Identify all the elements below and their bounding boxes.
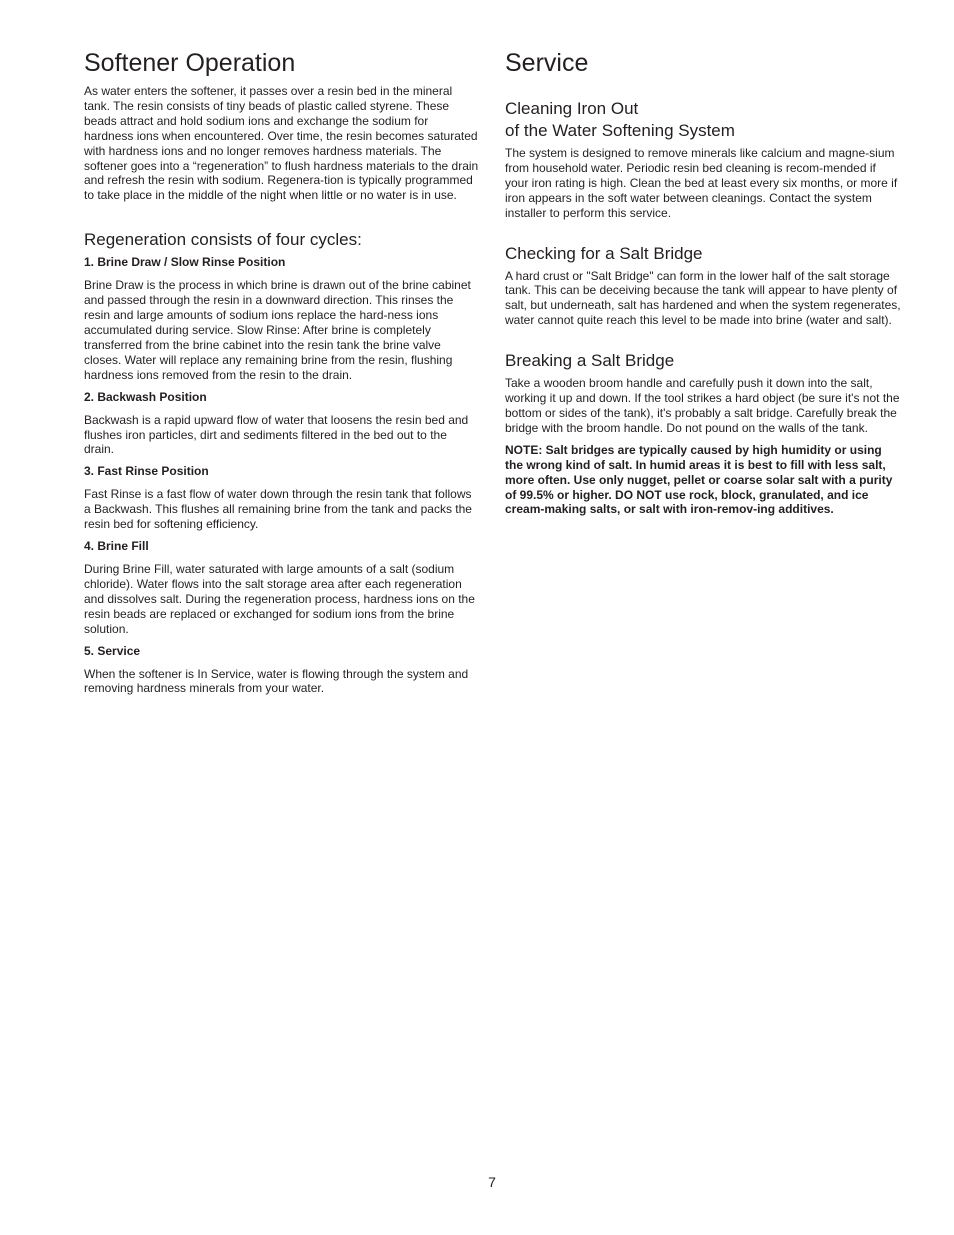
checking-salt-bridge-text: A hard crust or "Salt Bridge" can form in the lower half of the salt storage tank. This can be deceiving because the tank will appear to have plenty of salt, but underneath, salt has hardened and when the system regenerates, water cannot quite reach this level to be made into brine (water and salt). [505, 268, 901, 328]
left-column [84, 48, 480, 696]
breaking-salt-bridge-heading: Breaking a Salt Bridge [505, 351, 675, 371]
cycle-4-title: 4. Brine Fill [84, 539, 149, 554]
cycle-5-title: 5. Service [84, 643, 141, 658]
service-title: Service [505, 49, 589, 77]
regeneration-heading: Regeneration consists of four cycles: [84, 230, 362, 250]
cycle-2-text: Backwash is a rapid upward flow of water that loosens the resin bed and flushes iron particles, dirt and sediments filtered in the bed out to the drain. [84, 412, 469, 457]
cycle-3-text: Fast Rinse is a fast flow of water down through the resin tank that follows a Backwash. This flushes all remaining brine from the tank and packs the resin bed for softening efficiency. [84, 487, 472, 532]
checking-salt-bridge-heading: Checking for a Salt Bridge [505, 243, 703, 263]
salt-bridge-note: NOTE: Salt bridges are typically caused by high humidity or using the wrong kind of salt. In humid areas it is best to fill with less salt, more often. Use only nugget, pellet or coarse solar salt with a purity of 99.5% or higher. DO NOT use rock, block, granulated, and ice cream-making salts, or salt with iron-remov-ing additives. [505, 442, 893, 517]
right-column [505, 48, 901, 517]
cleaning-iron-heading-line1: Cleaning Iron Out [505, 99, 639, 118]
cycle-2-title: 2. Backwash Position [84, 389, 207, 404]
page-number: 7 [488, 1174, 496, 1190]
cleaning-iron-heading-line2: of the Water Softening System [505, 121, 735, 140]
cycle-5-text: When the softener is In Service, water is flowing through the system and removing hardness minerals from your water. [84, 666, 469, 696]
cycle-1-text: Brine Draw is the process in which brine is drawn out of the brine cabinet and passed through the resin in a downward direction. This rinses the resin and large amounts of sodium ions replace the hard-ness ions accumulated during service. Slow Rinse: After brine is completely transferred from the brine cabinet into the resin tank the brine valve closes. Water will replace any remaining brine from the resin, flushing hardness ions removed from the resin to the drain. [84, 278, 471, 382]
cleaning-iron-text: The system is designed to remove minerals like calcium and magne-sium from household water. Periodic resin bed cleaning is recom-mended if your iron rating is high. Clean the bed at least every six months, or more if iron appears in the soft water between cleanings. Contact the system installer to perform this service. [505, 146, 898, 220]
softener-operation-title: Softener Operation [84, 49, 296, 77]
cleaning-iron-heading [505, 98, 901, 142]
cycle-3-title: 3. Fast Rinse Position [84, 464, 209, 479]
breaking-salt-bridge-text: Take a wooden broom handle and carefully push it down into the salt, working it up and down. If the tool strikes a hard object (be sure it's not the bottom or sides of the tank), it's probably a salt bridge. Carefully break the bridge with the broom handle. Do not pound on the walls of the tank. [505, 376, 900, 435]
intro-paragraph: As water enters the softener, it passes over a resin bed in the mineral tank. The resin consists of tiny beads of plastic called styrene. These beads attract and hold sodium ions and exchange the sodium for hardness ions when encountered. Over time, the resin becomes saturated with hardness ions and no longer removes hardness materials. The softener goes into a “regeneration” to flush hardness materials to the drain and refresh the resin with sodium. Regenera-tion is typically programmed to take place in the middle of the night when little or no water is in use. [84, 84, 479, 203]
cycle-1-title: 1. Brine Draw / Slow Rinse Position [84, 255, 286, 270]
cycle-4-text: During Brine Fill, water saturated with large amounts of a salt (sodium chloride). Water flows into the salt storage area after each regeneration and dissolves salt. During the regeneration process, hardness ions on the resin beads are replaced or exchanged for sodium ions from the brine solution. [84, 562, 475, 636]
